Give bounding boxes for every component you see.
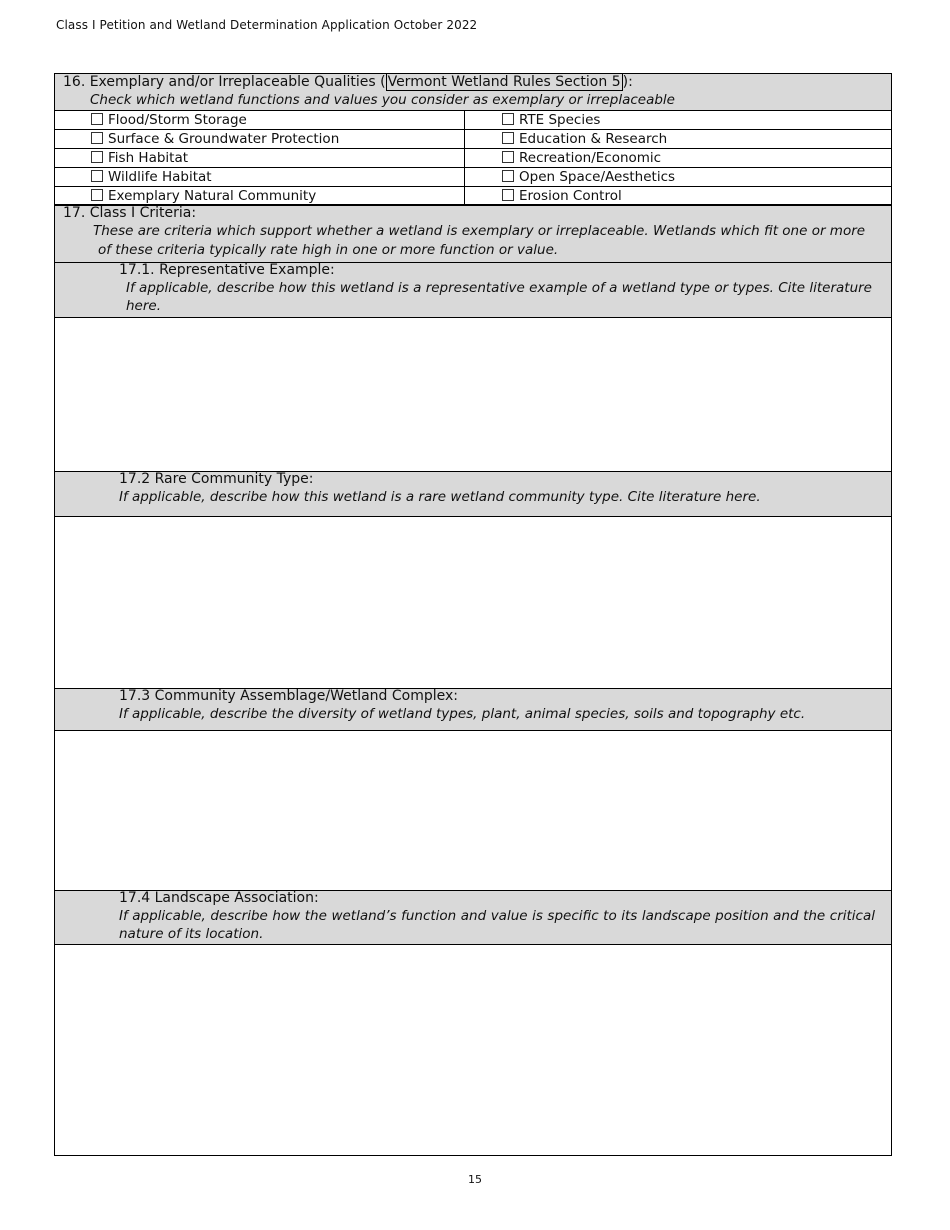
section-17-title: 17. Class I Criteria: bbox=[63, 205, 197, 221]
option-fish-habitat[interactable]: Fish Habitat bbox=[55, 149, 465, 167]
option-row bbox=[55, 168, 891, 187]
checkbox-icon[interactable] bbox=[91, 132, 103, 144]
criteria-description: If applicable, describe the diversity of wetland types, plant, animal species, soils and topography etc. bbox=[119, 706, 806, 722]
section-16-header bbox=[55, 74, 891, 111]
section-16-instructions: Check which wetland functions and values you consider as exemplary or irreplaceable bbox=[90, 92, 675, 108]
wetland-rules-link[interactable]: Vermont Wetland Rules Section 5 bbox=[387, 74, 621, 90]
criteria-17-2-header bbox=[55, 472, 891, 517]
option-row bbox=[55, 111, 891, 130]
criteria-17-4-header bbox=[55, 891, 891, 945]
criteria-heading: 17.2 Rare Community Type: bbox=[119, 471, 314, 487]
criteria-description: If applicable, describe how this wetland is a representative example of a wetland type or types. Cite literature here. bbox=[126, 280, 872, 314]
page-header: Class I Petition and Wetland Determination Application October 2022 bbox=[56, 18, 478, 32]
section-16-table bbox=[54, 73, 892, 205]
criteria-heading: 17.4 Landscape Association: bbox=[119, 890, 319, 906]
option-row bbox=[55, 130, 891, 149]
criteria-17-1-header bbox=[55, 263, 891, 318]
checkbox-icon[interactable] bbox=[502, 151, 514, 163]
criteria-17-3-response[interactable] bbox=[55, 731, 891, 891]
response-area[interactable] bbox=[55, 731, 891, 890]
checkbox-icon[interactable] bbox=[91, 189, 103, 201]
checkbox-icon[interactable] bbox=[91, 151, 103, 163]
checkbox-icon[interactable] bbox=[502, 170, 514, 182]
checkbox-icon[interactable] bbox=[91, 170, 103, 182]
criteria-heading: 17.3 Community Assemblage/Wetland Complex: bbox=[119, 688, 459, 704]
option-flood-storm-storage[interactable]: Flood/Storm Storage bbox=[55, 111, 465, 129]
criteria-description: If applicable, describe how this wetland is a rare wetland community type. Cite literature here. bbox=[119, 489, 761, 505]
checkbox-icon[interactable] bbox=[502, 113, 514, 125]
section-17-table bbox=[54, 205, 892, 1156]
criteria-description: If applicable, describe how the wetland’s function and value is specific to its landscape position and the critical nature of its location. bbox=[119, 908, 875, 942]
response-area[interactable] bbox=[55, 945, 891, 1155]
section-17-description: These are criteria which support whether a wetland is exemplary or irreplaceable. Wetlands which fit one or more of these criteria typically rate high in one or more function or value. bbox=[93, 223, 866, 258]
option-wildlife-habitat[interactable]: Wildlife Habitat bbox=[55, 168, 465, 186]
criteria-17-3-header bbox=[55, 689, 891, 731]
section-17-header bbox=[55, 206, 891, 263]
section-16-title: 16. Exemplary and/or Irreplaceable Qualities ( Vermont Wetland Rules Section 5 ): bbox=[63, 74, 633, 90]
criteria-17-1-response[interactable] bbox=[55, 318, 891, 472]
checkbox-icon[interactable] bbox=[502, 189, 514, 201]
response-area[interactable] bbox=[55, 517, 891, 688]
criteria-17-2-response[interactable] bbox=[55, 517, 891, 689]
response-area[interactable] bbox=[55, 318, 891, 471]
checkbox-icon[interactable] bbox=[91, 113, 103, 125]
page-number: 15 bbox=[468, 1173, 482, 1186]
option-row bbox=[55, 149, 891, 168]
option-erosion-control[interactable]: Erosion Control bbox=[465, 187, 891, 205]
criteria-17-4-response[interactable] bbox=[55, 945, 891, 1155]
option-rte-species[interactable]: RTE Species bbox=[465, 111, 891, 129]
option-recreation-economic[interactable]: Recreation/Economic bbox=[465, 149, 891, 167]
criteria-heading: 17.1. Representative Example: bbox=[119, 262, 335, 278]
option-exemplary-community[interactable]: Exemplary Natural Community bbox=[55, 187, 465, 205]
checkbox-icon[interactable] bbox=[502, 132, 514, 144]
option-surface-groundwater[interactable]: Surface & Groundwater Protection bbox=[55, 130, 465, 148]
option-row bbox=[55, 187, 891, 205]
option-education-research[interactable]: Education & Research bbox=[465, 130, 891, 148]
option-open-space[interactable]: Open Space/Aesthetics bbox=[465, 168, 891, 186]
